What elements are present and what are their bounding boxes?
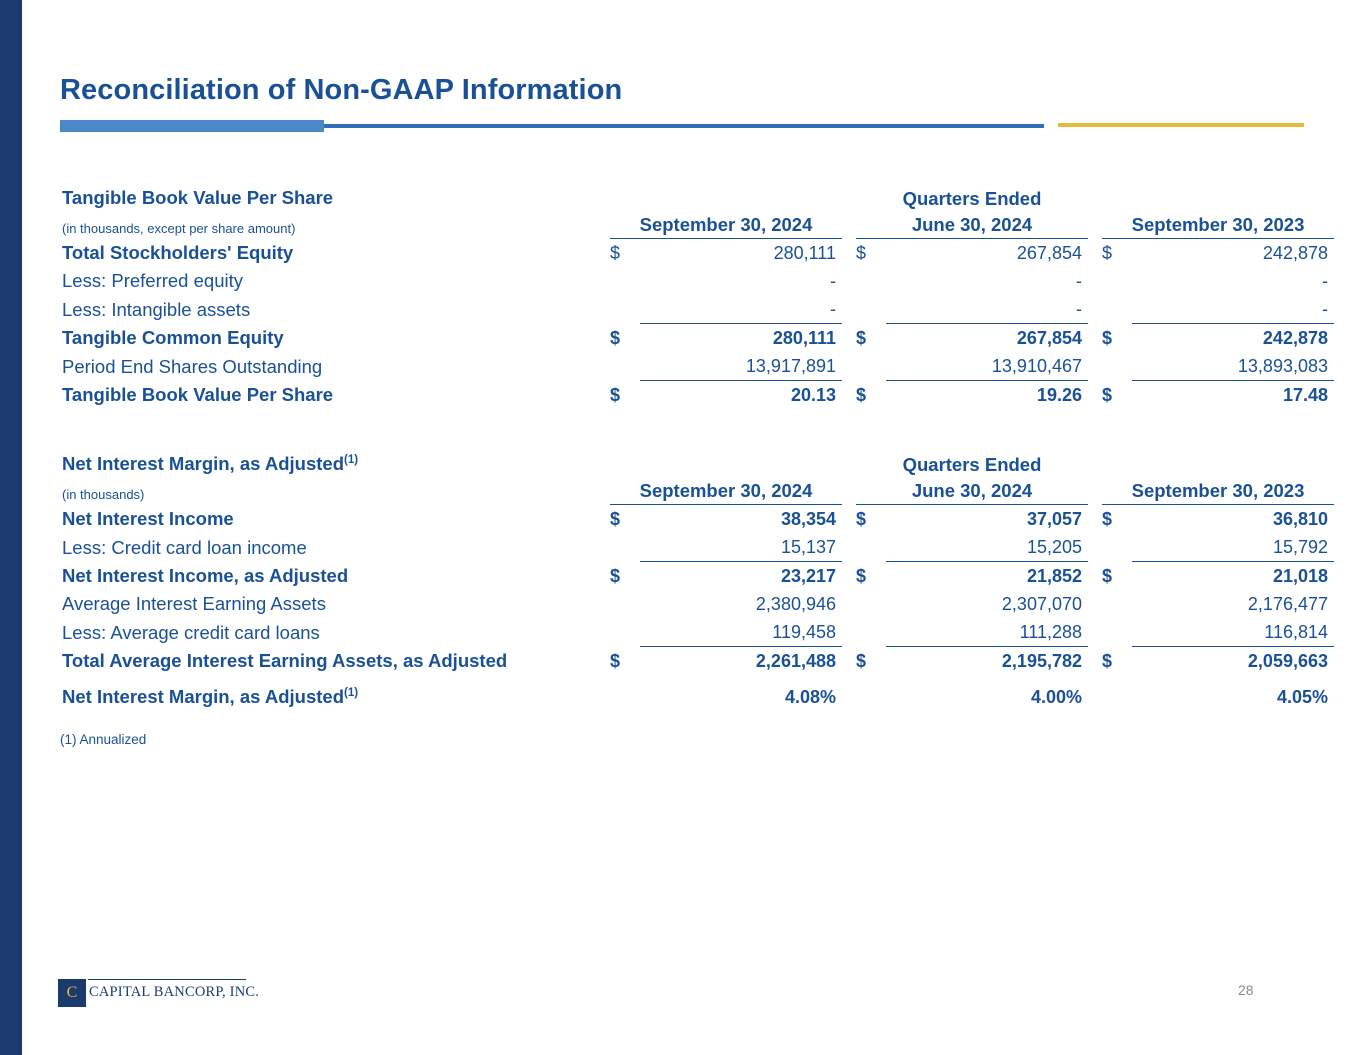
table2-caption: Net Interest Margin, as Adjusted xyxy=(62,453,345,475)
table-row xyxy=(60,562,1334,591)
page-title: Reconciliation of Non-GAAP Information xyxy=(60,74,623,106)
row-currency xyxy=(856,618,886,647)
row-value: 15,205 xyxy=(886,533,1088,562)
row-value: 111,288 xyxy=(886,618,1088,647)
row-value: 37,057 xyxy=(1026,509,1082,530)
row-currency: $ xyxy=(856,509,867,530)
row-currency xyxy=(1102,590,1132,618)
table1-group-header: Quarters Ended xyxy=(902,188,1042,209)
table1-col-0: September 30, 2024 xyxy=(610,212,842,239)
row-currency: $ xyxy=(610,651,621,672)
row-value: 2,059,663 xyxy=(1247,651,1328,672)
table-group-header-row xyxy=(60,184,1334,212)
row-currency: $ xyxy=(610,509,621,530)
row-value: 280,111 xyxy=(772,328,836,348)
row-currency: $ xyxy=(1102,566,1113,587)
row-currency: $ xyxy=(856,651,867,672)
table-column-header-row xyxy=(60,478,1334,505)
row-value: 280,111 xyxy=(773,243,836,263)
row-value: - xyxy=(640,295,842,324)
logo-divider xyxy=(88,979,246,980)
row-currency xyxy=(610,267,640,295)
title-rule-blue-thick xyxy=(60,120,324,132)
table1-col-2: September 30, 2023 xyxy=(1102,212,1334,239)
row-value: 4.05% xyxy=(1276,687,1328,708)
row-value: 13,910,467 xyxy=(886,352,1088,381)
row-currency: $ xyxy=(610,385,621,405)
row-value: 119,458 xyxy=(640,618,842,647)
page-number: 28 xyxy=(1238,982,1254,998)
row-currency xyxy=(610,352,640,381)
row-currency xyxy=(1102,267,1132,295)
row-value: - xyxy=(886,295,1088,324)
row-label: Less: Credit card loan income xyxy=(62,536,307,558)
row-value: 23,217 xyxy=(780,566,836,587)
net-interest-margin-table xyxy=(60,446,1334,711)
row-currency: $ xyxy=(610,243,621,263)
row-value: 2,307,070 xyxy=(1001,594,1082,615)
row-value: - xyxy=(1322,271,1328,291)
row-value: 267,854 xyxy=(1016,243,1082,263)
row-currency xyxy=(1102,618,1132,647)
row-value: 13,917,891 xyxy=(640,352,842,381)
row-currency xyxy=(856,352,886,381)
row-label: Less: Intangible assets xyxy=(62,298,251,320)
table-column-header-row xyxy=(60,212,1334,239)
row-value: 4.08% xyxy=(784,687,836,708)
row-currency xyxy=(610,618,640,647)
row-value: 2,176,477 xyxy=(1247,594,1328,615)
row-currency: $ xyxy=(610,328,621,348)
row-currency: $ xyxy=(856,566,867,587)
row-value: 4.00% xyxy=(1030,687,1082,708)
row-label: Net Interest Margin, as Adjusted xyxy=(62,686,345,708)
row-value: 2,261,488 xyxy=(755,651,836,672)
row-value: 2,195,782 xyxy=(1001,651,1082,672)
table1-units: (in thousands, except per share amount) xyxy=(62,220,296,236)
logo-mark-icon: C xyxy=(58,979,86,1007)
row-currency xyxy=(856,295,886,324)
table-row xyxy=(60,352,1334,381)
row-currency: $ xyxy=(856,243,867,263)
table2-caption-superscript: (1) xyxy=(344,454,359,466)
row-value: 267,854 xyxy=(1016,328,1082,348)
row-currency xyxy=(1102,352,1132,381)
row-value: 21,018 xyxy=(1272,566,1328,587)
row-currency xyxy=(856,533,886,562)
row-value: 242,878 xyxy=(1262,328,1328,348)
title-rule-gold xyxy=(1058,123,1304,127)
table-row xyxy=(60,533,1334,562)
row-value: 15,792 xyxy=(1132,533,1334,562)
table-row xyxy=(60,505,1334,534)
row-label: Net Interest Income, as Adjusted xyxy=(62,565,349,587)
row-currency: $ xyxy=(1102,509,1113,530)
table2-group-header: Quarters Ended xyxy=(902,454,1042,476)
row-label: Total Average Interest Earning Assets, as Adjusted xyxy=(62,650,508,672)
row-currency: $ xyxy=(1102,385,1113,405)
row-value: - xyxy=(1132,295,1334,324)
table2-col-2: September 30, 2023 xyxy=(1102,478,1334,505)
row-currency xyxy=(610,533,640,562)
table-row xyxy=(60,324,1334,353)
row-value: 19.26 xyxy=(1036,385,1082,405)
table2-caption-cell xyxy=(60,446,610,478)
table-group-header-row xyxy=(60,446,1334,478)
row-currency xyxy=(856,675,886,711)
row-currency: $ xyxy=(1102,243,1113,263)
footnote: (1) Annualized xyxy=(60,732,147,747)
row-currency xyxy=(1102,533,1132,562)
row-value: 20.13 xyxy=(790,385,836,405)
row-currency xyxy=(1102,295,1132,324)
table-row xyxy=(60,239,1334,268)
row-value: 116,814 xyxy=(1132,618,1334,647)
row-currency: $ xyxy=(856,328,867,348)
table-row xyxy=(60,381,1334,410)
company-logo xyxy=(58,975,260,1007)
table1-caption: Tangible Book Value Per Share xyxy=(62,187,334,208)
table-row xyxy=(60,295,1334,324)
row-currency xyxy=(856,590,886,618)
tangible-book-value-table xyxy=(60,184,1334,409)
table-row xyxy=(60,590,1334,618)
row-label: Total Stockholders' Equity xyxy=(62,242,294,263)
row-value: 17.48 xyxy=(1282,385,1328,405)
row-value: 15,137 xyxy=(640,533,842,562)
logo-text: CAPITAL BANCORP, INC. xyxy=(89,984,260,1000)
row-label: Period End Shares Outstanding xyxy=(62,355,323,377)
row-label: Tangible Book Value Per Share xyxy=(62,384,334,405)
row-currency: $ xyxy=(856,385,867,405)
table2-col-0: September 30, 2024 xyxy=(610,478,842,505)
row-label: Less: Average credit card loans xyxy=(62,621,320,643)
row-label: Tangible Common Equity xyxy=(62,327,284,348)
table1-col-1: June 30, 2024 xyxy=(856,212,1088,239)
row-value: 36,810 xyxy=(1272,509,1328,530)
row-currency xyxy=(856,267,886,295)
row-currency: $ xyxy=(1102,651,1113,672)
row-value: 13,893,083 xyxy=(1132,352,1334,381)
row-value: - xyxy=(1076,271,1082,291)
row-label: Less: Preferred equity xyxy=(62,270,243,291)
row-value: 242,878 xyxy=(1262,243,1328,263)
table2-col-1: June 30, 2024 xyxy=(856,478,1088,505)
row-value: - xyxy=(830,271,836,291)
row-value: 2,380,946 xyxy=(755,594,836,615)
table2-units: (in thousands) xyxy=(62,486,145,502)
row-currency xyxy=(610,675,640,711)
table-row xyxy=(60,267,1334,295)
row-value: 38,354 xyxy=(780,509,836,530)
row-label: Net Interest Income xyxy=(62,508,234,530)
table-row xyxy=(60,675,1334,711)
row-label-superscript: (1) xyxy=(344,687,359,699)
table-row xyxy=(60,647,1334,676)
row-currency: $ xyxy=(1102,328,1113,348)
row-label-cell xyxy=(60,675,610,711)
row-label: Average Interest Earning Assets xyxy=(62,593,326,615)
row-currency xyxy=(610,590,640,618)
row-currency xyxy=(610,295,640,324)
table-row xyxy=(60,618,1334,647)
row-value: 21,852 xyxy=(1026,566,1082,587)
row-currency xyxy=(1102,675,1132,711)
row-currency: $ xyxy=(610,566,621,587)
left-accent-bar xyxy=(0,0,22,1055)
